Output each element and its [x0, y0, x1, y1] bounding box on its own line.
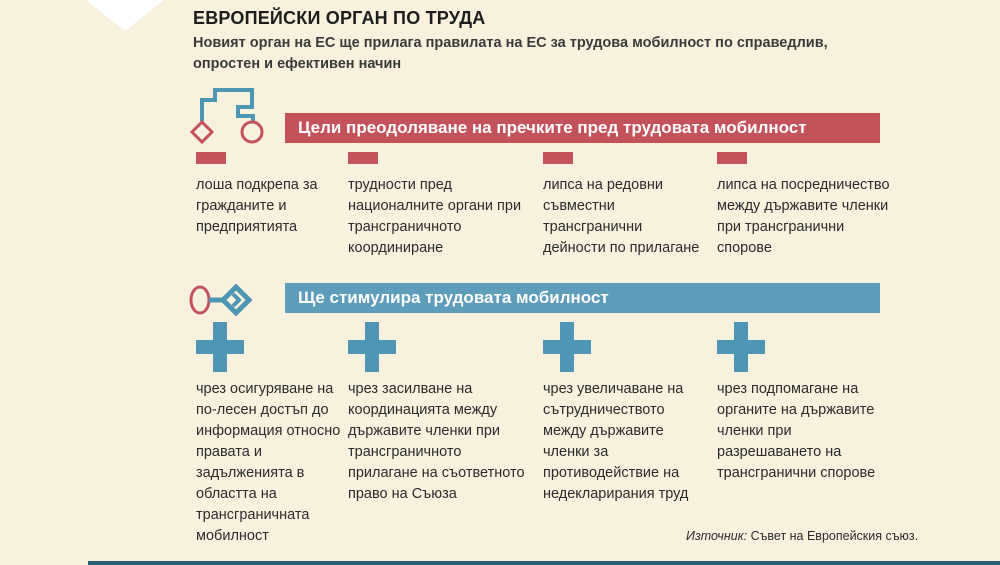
plus-icon	[196, 322, 244, 372]
page-subtitle: Новият орган на ЕС ще прилага правилата на ЕС за трудова мобилност по справедлив, опростен и ефективен начин	[193, 35, 828, 72]
benefit-item	[196, 322, 351, 547]
obstacle-item-text: липса на посредничество между държавите членки при трансгранични спорове	[717, 177, 890, 257]
section1-banner: Цели преодоляване на пречките пред трудовата мобилност	[285, 113, 880, 143]
obstacle-item-text: липса на редовни съвместни трансгранични дейности по прилагане	[543, 177, 700, 257]
top-notch-triangle	[86, 0, 164, 31]
section2-banner: Ще стимулира трудовата мобилност	[285, 283, 880, 313]
benefit-item-text: чрез осигуряване на по-лесен достъп до информация относно правата и задълженията в областта на трансграничната мобилност	[196, 381, 341, 545]
benefit-item	[348, 322, 526, 505]
source-text: Съвет на Европейския съюз.	[747, 529, 919, 543]
page-title: ЕВРОПЕЙСКИ ОРГАН ПО ТРУДА	[193, 8, 486, 28]
benefit-item-text: чрез увеличаване на сътрудничеството между държавите членки за противодействие на недекларирания труд	[543, 381, 689, 503]
source-note	[686, 529, 918, 543]
red-dash-icon	[348, 152, 378, 164]
benefit-item-text: чрез засилване на координацията между държавите членки при трансграничното прилагане на съответното право на Съюза	[348, 381, 525, 503]
plus-icon	[543, 322, 591, 372]
red-dash-icon	[543, 152, 573, 164]
obstacle-item	[717, 152, 897, 259]
obstacle-item	[543, 152, 703, 259]
source-label: Източник:	[686, 529, 748, 543]
obstacle-item-text: лоша подкрепа за гражданите и предприятията	[196, 177, 318, 236]
red-dash-icon	[717, 152, 747, 164]
red-dash-icon	[196, 152, 226, 164]
obstacle-item	[348, 152, 528, 259]
direct-path-icon	[185, 278, 285, 322]
benefit-item	[543, 322, 708, 505]
bottom-accent-bar	[88, 561, 1000, 565]
benefit-item-text: чрез подпомагане на органите на държавите членки при разрешаването на трансгранични спорове	[717, 381, 876, 482]
plus-icon	[717, 322, 765, 372]
benefit-item	[717, 322, 892, 484]
plus-icon	[348, 322, 396, 372]
obstacle-item	[196, 152, 346, 238]
obstacle-path-icon	[185, 85, 285, 155]
obstacle-item-text: трудности пред националните органи при трансграничното координиране	[348, 177, 522, 257]
